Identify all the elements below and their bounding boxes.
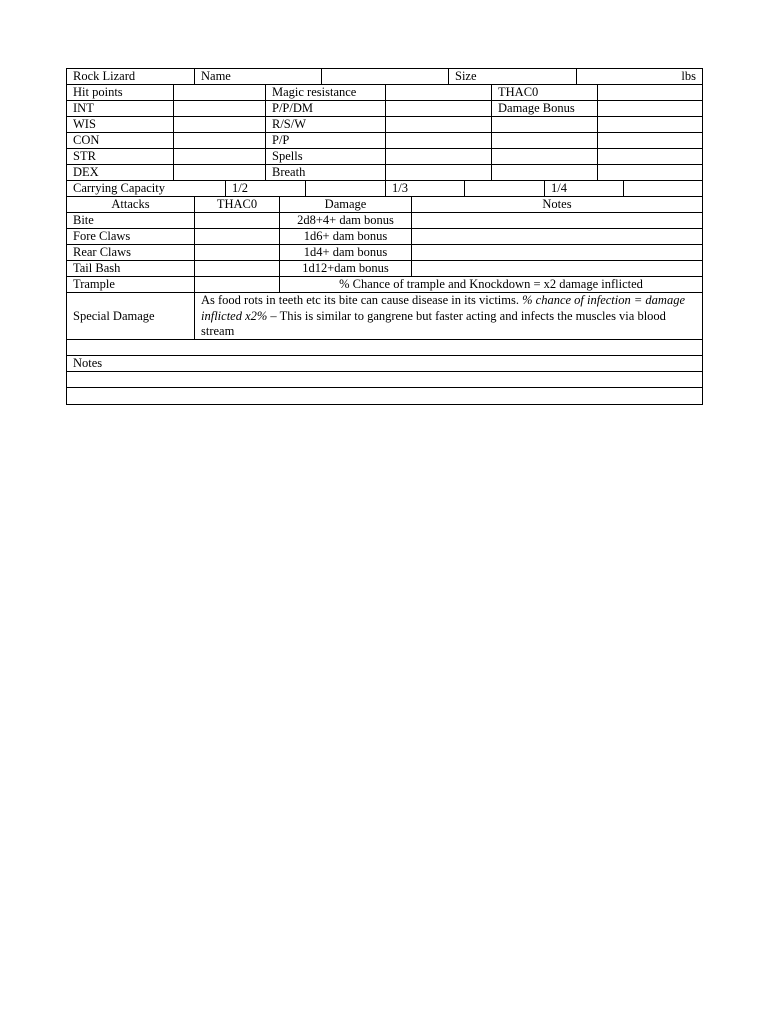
attack-damage: 1d4+ dam bonus (279, 245, 411, 260)
notes-row (67, 356, 702, 372)
carrying-capacity-label: Carrying Capacity (73, 181, 165, 195)
carry-half-value[interactable] (305, 181, 385, 196)
stat-label: CON (73, 133, 100, 147)
thac0-header: THAC0 (194, 197, 279, 212)
attack-notes-cell[interactable] (411, 229, 702, 244)
stat-value-cell[interactable] (173, 165, 265, 180)
stat-label: Hit points (73, 85, 123, 99)
carry-third-label: 1/3 (385, 181, 464, 196)
attack-damage: 1d6+ dam bonus (279, 229, 411, 244)
trample-text: % Chance of trample and Knockdown = x2 damage inflicted (279, 277, 702, 292)
attack-thac0-cell[interactable] (194, 213, 279, 228)
stat-label: INT (73, 101, 94, 115)
stat-label: Damage Bonus (491, 101, 597, 116)
stat-value-cell[interactable] (597, 133, 702, 148)
stat-value-cell[interactable] (385, 133, 491, 148)
attack-name: Tail Bash (73, 261, 121, 275)
carry-third-value[interactable] (464, 181, 544, 196)
attack-thac0-cell[interactable] (194, 261, 279, 276)
carry-half-label: 1/2 (225, 181, 305, 196)
stat-label: P/P/DM (265, 101, 385, 116)
attack-damage: 1d12+dam bonus (279, 261, 411, 276)
notes-label: Notes (73, 356, 103, 370)
attack-notes-cell[interactable] (411, 213, 702, 228)
weight-unit: lbs (576, 69, 702, 84)
attack-row (67, 261, 702, 277)
stat-value-cell[interactable] (385, 117, 491, 132)
attack-row (67, 245, 702, 261)
stat-label: Breath (265, 165, 385, 180)
special-damage-text (194, 293, 702, 339)
attack-name: Bite (73, 213, 94, 227)
stat-label: R/S/W (265, 117, 385, 132)
stat-value-cell[interactable] (597, 165, 702, 180)
stat-label (491, 117, 597, 132)
stat-label (491, 133, 597, 148)
attack-notes-cell[interactable] (411, 261, 702, 276)
stat-value-cell[interactable] (385, 85, 491, 100)
name-value-cell[interactable] (321, 69, 448, 84)
attack-row (67, 229, 702, 245)
stats-row (67, 85, 702, 101)
notes-header: Notes (411, 197, 702, 212)
blank-row[interactable] (67, 340, 702, 356)
stat-value-cell[interactable] (385, 101, 491, 116)
stat-value-cell[interactable] (385, 149, 491, 164)
stat-value-cell[interactable] (597, 85, 702, 100)
special-damage-text-part1: As food rots in teeth etc its bite can cause disease in its victims. (201, 293, 523, 307)
trample-row (67, 277, 702, 293)
notes-line[interactable] (67, 388, 702, 404)
stat-label: DEX (73, 165, 99, 179)
attack-row (67, 213, 702, 229)
stats-row (67, 165, 702, 181)
stat-value-cell[interactable] (173, 101, 265, 116)
stats-row (67, 101, 702, 117)
attack-notes-cell[interactable] (411, 245, 702, 260)
stat-label: Spells (265, 149, 385, 164)
attack-damage: 2d8+4+ dam bonus (279, 213, 411, 228)
name-label: Name (194, 69, 321, 84)
creature-name-cell: Rock Lizard (73, 69, 136, 83)
attacks-header: Attacks (111, 197, 150, 211)
stat-value-cell[interactable] (173, 85, 265, 100)
stats-row (67, 117, 702, 133)
stat-value-cell[interactable] (173, 149, 265, 164)
attack-name: Rear Claws (73, 245, 131, 259)
carry-quarter-label: 1/4 (544, 181, 623, 196)
stat-label (491, 165, 597, 180)
stat-label (491, 149, 597, 164)
creature-stat-sheet (66, 68, 703, 405)
carry-quarter-value[interactable] (623, 181, 702, 196)
notes-line[interactable] (67, 372, 702, 388)
attacks-header-row (67, 197, 702, 213)
stat-label: Magic resistance (265, 85, 385, 100)
stat-value-cell[interactable] (173, 117, 265, 132)
stat-value-cell[interactable] (597, 101, 702, 116)
special-damage-row (67, 293, 702, 340)
special-damage-label: Special Damage (73, 308, 155, 323)
stat-label: P/P (265, 133, 385, 148)
trample-label: Trample (73, 277, 115, 291)
attack-thac0-cell[interactable] (194, 245, 279, 260)
stat-label: WIS (73, 117, 96, 131)
header-row (67, 69, 702, 85)
stats-row (67, 149, 702, 165)
stat-label: THAC0 (491, 85, 597, 100)
stat-value-cell[interactable] (597, 117, 702, 132)
stat-value-cell[interactable] (385, 165, 491, 180)
trample-thac0-cell[interactable] (194, 277, 279, 292)
stat-value-cell[interactable] (173, 133, 265, 148)
damage-header: Damage (279, 197, 411, 212)
attack-name: Fore Claws (73, 229, 131, 243)
carrying-capacity-row (67, 181, 702, 197)
stat-value-cell[interactable] (597, 149, 702, 164)
size-label: Size (448, 69, 576, 84)
stats-row (67, 133, 702, 149)
attack-thac0-cell[interactable] (194, 229, 279, 244)
special-damage-text-part2: – This is similar to gangrene but faster acting and infects the muscles via blood stream (201, 308, 666, 338)
stat-label: STR (73, 149, 96, 163)
special-damage-formula: % chance of infection = damage inflicted x2% (201, 293, 686, 323)
